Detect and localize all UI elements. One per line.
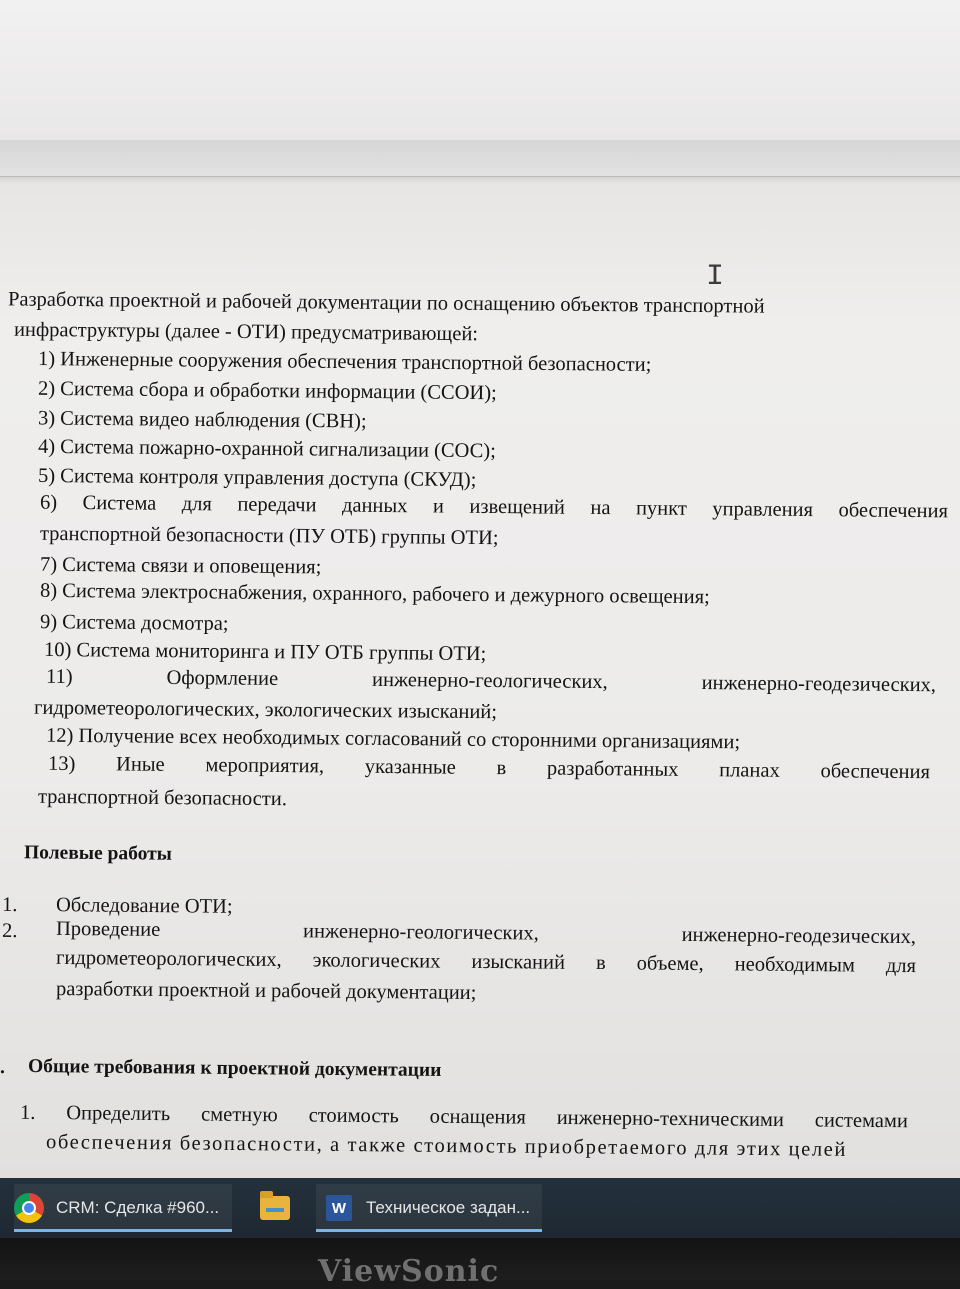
list-item-8: 8) Система электроснабжения, охранного, рабочего и дежурного освещения;	[39, 579, 710, 609]
intro-line-1: Разработка проектной и рабочей документации по оснащению объектов транспортной	[7, 288, 765, 318]
monitor-glass-top	[0, 0, 960, 140]
field-works-heading: Полевые работы	[23, 842, 173, 865]
field-works-item-2-line-3: разработки проектной и рабочей документации;	[55, 977, 477, 1005]
active-underline	[316, 1229, 542, 1232]
document-body[interactable]	[0, 140, 960, 1180]
windows-taskbar	[0, 1178, 960, 1238]
intro-line-2: инфраструктуры (далее - ОТИ) предусматривающей:	[13, 318, 479, 346]
chrome-icon	[14, 1193, 44, 1223]
general-section-number: .	[0, 1056, 5, 1079]
list-item-13-line-1: 13) Иные мероприятия, указанные в разработанных планах обеспечения	[47, 752, 931, 784]
list-item-13-line-2: транспортной безопасности.	[37, 785, 288, 811]
taskbar-item-label: Техническое задан...	[366, 1198, 531, 1217]
general-section-heading: Общие требования к проектной документации	[27, 1056, 442, 1081]
field-works-item-1: Обследование ОТИ;	[55, 894, 233, 918]
monitor-brand-logo: ViewSonic	[318, 1254, 500, 1289]
taskbar-item-label: CRM: Сделка #960...	[56, 1198, 220, 1217]
list-item-7: 7) Система связи и оповещения;	[39, 553, 322, 579]
field-works-number-2: 2.	[1, 919, 18, 943]
active-underline	[14, 1229, 232, 1232]
list-item-4: 4) Система пожарно-охранной сигнализации (СОС);	[37, 435, 496, 463]
list-item-10: 10) Система мониторинга и ПУ ОТБ группы ОТИ;	[43, 638, 487, 666]
taskbar-item-word[interactable]	[316, 1184, 542, 1232]
list-item-11-line-2: гидрометеорологических, экологических изысканий;	[33, 696, 498, 724]
document-page[interactable]	[0, 140, 960, 1180]
word-icon: W	[326, 1195, 352, 1221]
list-item-5: 5) Система контроля управления доступа (СКУД);	[37, 464, 477, 492]
list-item-6-line-2: транспортной безопасности (ПУ ОТБ) группы ОТИ;	[39, 522, 499, 550]
field-works-item-2-line-1: Проведение инженерно-геологических, инженерно-геодезических,	[55, 917, 917, 949]
list-item-12: 12) Получение всех необходимых согласований со сторонними организациями;	[45, 724, 741, 754]
list-item-6-line-1: 6) Система для передачи данных и извещений на пункт управления обеспечения	[39, 491, 949, 523]
taskbar-item-crm[interactable]	[14, 1184, 232, 1232]
list-item-3: 3) Система видео наблюдения (СВН);	[37, 407, 367, 433]
field-works-number-1: 1.	[1, 893, 18, 917]
text-cursor-icon: I	[706, 260, 725, 294]
list-item-11-line-1: 11) Оформление инженерно-геологических, инженерно-геодезических,	[45, 665, 937, 697]
list-item-9: 9) Система досмотра;	[39, 611, 229, 635]
general-item-1-line-1: 1. Определить сметную стоимость оснащения инженерно-техническими системами	[19, 1101, 909, 1133]
list-item-2: 2) Система сбора и обработки информации (ССОИ);	[37, 377, 497, 405]
taskbar-item-explorer[interactable]	[255, 1184, 295, 1232]
field-works-item-2-line-2: гидрометеорологических, экологических изысканий в объеме, необходимым для	[55, 946, 917, 978]
folder-icon	[260, 1196, 290, 1220]
general-item-1-line-2: обеспечения безопасности, а также стоимость приобретаемого для этих целей	[45, 1131, 848, 1161]
list-item-1: 1) Инженерные сооружения обеспечения транспортной безопасности;	[37, 348, 652, 376]
